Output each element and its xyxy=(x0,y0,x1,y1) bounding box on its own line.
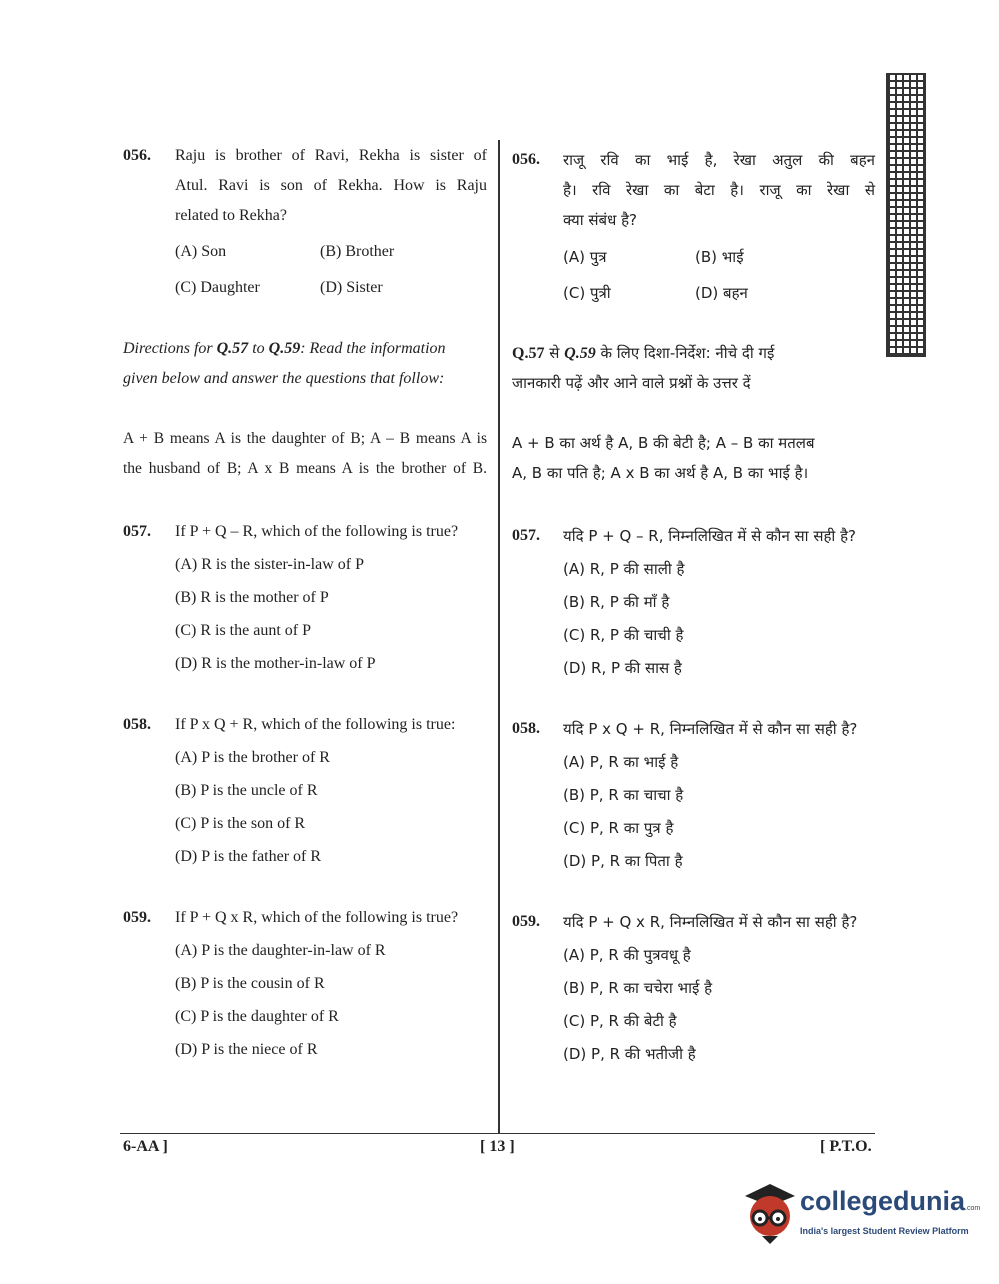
directions-en-line2: given below and answer the questions that follow: xyxy=(123,370,445,387)
question-number-59-hi: 059. xyxy=(512,913,540,930)
option-58-d-en[interactable]: (D) P is the father of R xyxy=(175,848,322,865)
question-56-text-en-line3: related to Rekha? xyxy=(175,207,287,224)
option-58-a-hi[interactable]: (A) P, R का भाई है xyxy=(563,753,679,771)
option-59-a-hi[interactable]: (A) P, R की पुत्रवधू है xyxy=(563,946,691,964)
directions-hi-line2: जानकारी पढ़ें और आने वाले प्रश्नों के उत्तर दें xyxy=(512,374,751,392)
footer-rule xyxy=(120,1133,875,1134)
page-number: [ 13 ] xyxy=(480,1138,515,1155)
question-number-57: 057. xyxy=(123,523,151,540)
question-number-59: 059. xyxy=(123,909,151,926)
option-56-b-en[interactable]: (B) Brother xyxy=(320,243,395,260)
option-58-b-en[interactable]: (B) P is the uncle of R xyxy=(175,782,318,799)
option-57-a-en[interactable]: (A) R is the sister-in-law of P xyxy=(175,556,364,573)
question-number-58: 058. xyxy=(123,716,151,733)
option-56-a-hi[interactable]: (A) पुत्र xyxy=(563,248,607,266)
question-58-text-hi: यदि P x Q + R, निम्नलिखित में से कौन सा सही है? xyxy=(563,720,858,738)
option-57-b-en[interactable]: (B) R is the mother of P xyxy=(175,589,329,606)
option-57-c-en[interactable]: (C) R is the aunt of P xyxy=(175,622,311,639)
column-divider xyxy=(498,140,500,1133)
question-56-text-en-line1: Raju is brother of Ravi, Rekha is sister of xyxy=(175,147,487,164)
question-number-56: 056. xyxy=(123,147,151,164)
question-57-text-hi: यदि P + Q – R, निम्नलिखित में से कौन सा सही है? xyxy=(563,527,857,545)
option-57-c-hi[interactable]: (C) R, P की चाची है xyxy=(563,626,684,644)
option-58-b-hi[interactable]: (B) P, R का चाचा है xyxy=(563,786,684,804)
question-number-56-hi: 056. xyxy=(512,151,540,168)
option-56-d-hi[interactable]: (D) बहन xyxy=(695,284,748,302)
collegedunia-logo[interactable] xyxy=(740,1178,981,1248)
option-56-b-hi[interactable]: (B) भाई xyxy=(695,248,744,266)
option-59-d-en[interactable]: (D) P is the niece of R xyxy=(175,1041,318,1058)
booklet-code: 6-AA ] xyxy=(123,1138,168,1155)
question-59-text-en: If P + Q x R, which of the following is true? xyxy=(175,909,459,926)
option-59-c-en[interactable]: (C) P is the daughter of R xyxy=(175,1008,339,1025)
question-56-text-hi-line3: क्या संबंध है? xyxy=(563,211,638,229)
logo-tagline: India's largest Student Review Platform xyxy=(800,1226,969,1236)
info-en-line1: A + B means A is the daughter of B; A – B means A is xyxy=(123,430,487,447)
option-58-a-en[interactable]: (A) P is the brother of R xyxy=(175,749,330,766)
option-56-c-hi[interactable]: (C) पुत्री xyxy=(563,284,611,302)
question-number-58-hi: 058. xyxy=(512,720,540,737)
mascot-icon xyxy=(740,1178,798,1248)
option-56-c-en[interactable]: (C) Daughter xyxy=(175,279,260,296)
option-59-a-en[interactable]: (A) P is the daughter-in-law of R xyxy=(175,942,386,959)
option-59-b-hi[interactable]: (B) P, R का चचेरा भाई है xyxy=(563,979,713,997)
option-59-d-hi[interactable]: (D) P, R की भतीजी है xyxy=(563,1045,696,1063)
qr-code xyxy=(886,73,926,357)
info-hi-line2: A, B का पति है; A x B का अर्थ है A, B का भाई है। xyxy=(512,464,809,482)
question-58-text-en: If P x Q + R, which of the following is true: xyxy=(175,716,456,733)
option-59-c-hi[interactable]: (C) P, R की बेटी है xyxy=(563,1012,677,1030)
directions-hi-line1: Q.57 से Q.59 के लिए दिशा-निर्देश: नीचे दी गई xyxy=(512,344,775,362)
question-number-57-hi: 057. xyxy=(512,527,540,544)
question-56-text-hi-line1: राजू रवि का भाई है, रेखा अतुल की बहन xyxy=(563,151,875,169)
logo-wordmark: collegedunia.com xyxy=(800,1186,981,1216)
option-57-d-hi[interactable]: (D) R, P की सास है xyxy=(563,659,682,677)
option-58-d-hi[interactable]: (D) P, R का पिता है xyxy=(563,852,683,870)
option-58-c-en[interactable]: (C) P is the son of R xyxy=(175,815,306,832)
option-59-b-en[interactable]: (B) P is the cousin of R xyxy=(175,975,325,992)
option-57-d-en[interactable]: (D) R is the mother-in-law of P xyxy=(175,655,376,672)
pto-label: [ P.T.O. xyxy=(820,1138,872,1155)
info-hi-line1: A + B का अर्थ है A, B की बेटी है; A – B का मतलब xyxy=(512,434,815,452)
option-56-a-en[interactable]: (A) Son xyxy=(175,243,227,260)
question-56-text-hi-line2: है। रवि रेखा का बेटा है। राजू का रेखा से xyxy=(563,181,875,199)
info-en-line2: the husband of B; A x B means A is the brother of B. xyxy=(123,460,487,477)
directions-en-line1: Directions for Q.57 to Q.59: Read the information xyxy=(123,340,446,357)
question-59-text-hi: यदि P + Q x R, निम्नलिखित में से कौन सा सही है? xyxy=(563,913,858,931)
option-57-b-hi[interactable]: (B) R, P की माँ है xyxy=(563,593,670,611)
option-57-a-hi[interactable]: (A) R, P की साली है xyxy=(563,560,685,578)
option-56-d-en[interactable]: (D) Sister xyxy=(320,279,383,296)
question-56-text-en-line2: Atul. Ravi is son of Rekha. How is Raju xyxy=(175,177,487,194)
question-57-text-en: If P + Q – R, which of the following is true? xyxy=(175,523,459,540)
option-58-c-hi[interactable]: (C) P, R का पुत्र है xyxy=(563,819,674,837)
